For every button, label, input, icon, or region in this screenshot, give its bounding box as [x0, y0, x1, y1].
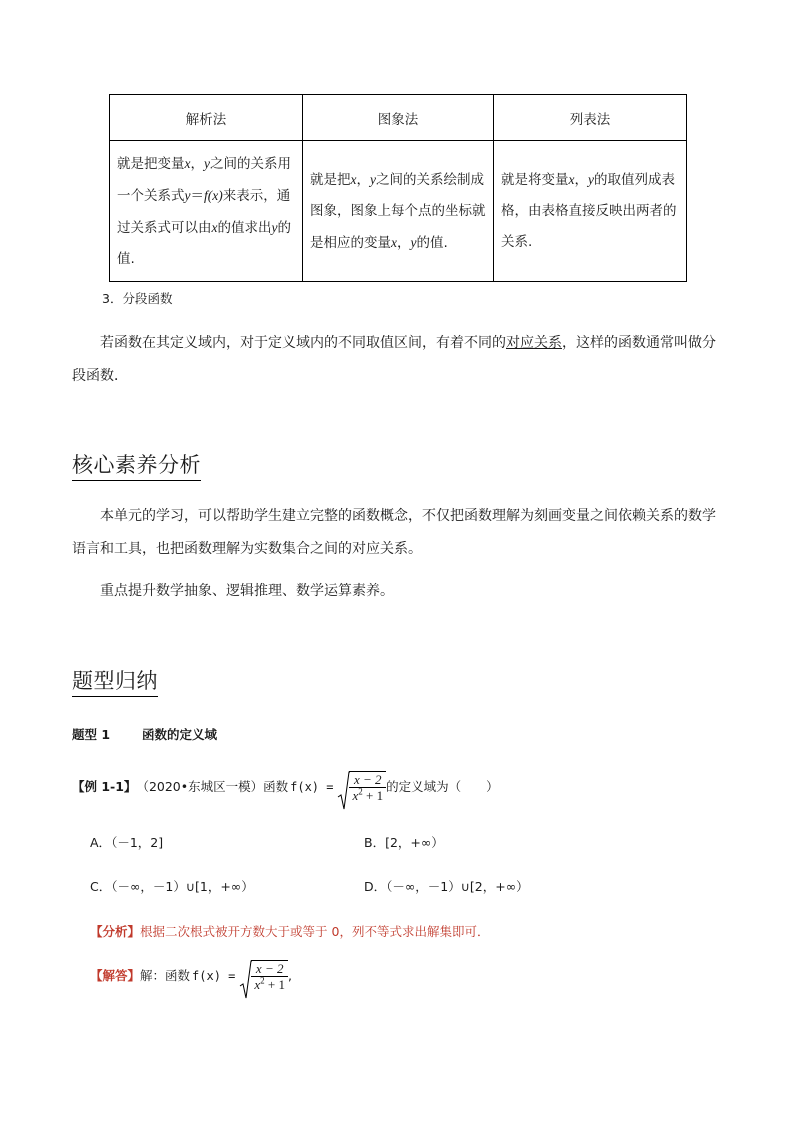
header-analytic: 解析法	[110, 95, 303, 141]
var-y: y	[271, 219, 278, 235]
den-exponent: 2	[358, 786, 363, 797]
text: 就是把	[310, 171, 351, 188]
formula-f: f	[204, 187, 208, 203]
representation-methods-table	[109, 94, 687, 282]
header-list: 列表法	[494, 95, 687, 141]
option-a	[90, 833, 163, 853]
text: 就是将变量	[501, 172, 569, 188]
formula-y: y	[184, 187, 191, 203]
answer-text: 解：函数	[140, 968, 191, 983]
heading-core-literacy: 核心素养分析	[72, 451, 201, 481]
analysis-text: 根据二次根式被开方数大于或等于 0，列不等式求出解集即可．	[140, 924, 490, 939]
var-y: y	[370, 171, 376, 187]
option-text: （－∞，－1）∪[1，+∞）	[111, 879, 254, 894]
option-text: [2，+∞）	[385, 835, 444, 850]
answer	[90, 960, 292, 992]
analysis-tag: 【分析】	[90, 924, 141, 939]
var-x: x	[391, 234, 397, 250]
text: 的取值列成表格，由表格直接反映出两者的关系.	[501, 172, 677, 250]
option-key: A．	[90, 835, 112, 850]
radicand	[349, 771, 386, 803]
text: 若函数在其定义域内，对于定义域内的不同取值区间，有着不同的	[100, 335, 506, 351]
text: ，	[190, 155, 204, 172]
den-exponent: 2	[260, 975, 265, 986]
section3-paragraph-line2: 段函数．	[72, 368, 128, 384]
core-paragraph-line2: 语言和工具，也把函数理解为实数集合之间的对应关系。	[72, 541, 422, 557]
den-rest: + 1	[362, 788, 384, 803]
type1-title: 函数的定义域	[142, 727, 218, 742]
option-key: C．	[90, 879, 112, 894]
example-tag: 【例 1-1】	[72, 779, 137, 794]
denominator	[349, 787, 386, 803]
den-base: x	[352, 788, 359, 803]
den-rest: + 1	[264, 977, 286, 992]
var-y: y	[410, 234, 417, 250]
type1-label: 题型 1	[72, 727, 111, 742]
option-b	[364, 833, 444, 853]
var-x: x	[211, 219, 218, 235]
option-text: （－1，2]	[111, 835, 164, 850]
var-x: x	[184, 155, 191, 171]
option-key: B．	[364, 835, 386, 850]
text: 就是把变量	[117, 155, 185, 172]
analysis	[90, 922, 489, 942]
answer-fx: f(x) =	[192, 969, 236, 983]
text: 之间的关系绘制成图象，图象上每个点的坐标就是相应的变量	[310, 171, 486, 251]
var-y: y	[204, 155, 210, 171]
den-base: x	[254, 977, 261, 992]
example-fx: f(x) =	[290, 780, 334, 794]
header-graph: 图象法	[303, 95, 494, 141]
cell-analytic	[110, 141, 303, 282]
example-source: （2020•东城区一模）函数	[136, 779, 289, 794]
core-paragraph-line1: 本单元的学习，可以帮助学生建立完整的函数概念，不仅把函数理解为刻画变量之间依赖关系的数学	[100, 508, 716, 524]
text: 的值求出	[217, 219, 272, 236]
section3-title: 3．分段函数	[102, 291, 173, 306]
text: 的值.	[416, 234, 448, 251]
text: 来表示，通过关系式可以由	[117, 187, 291, 236]
fraction	[349, 772, 386, 803]
answer-tag: 【解答】	[90, 968, 141, 983]
sqrt-icon	[337, 771, 350, 811]
option-d	[364, 877, 529, 897]
var-x: x	[350, 171, 357, 187]
cell-graph	[303, 141, 494, 282]
option-text: （－∞，－1）∪[2，+∞）	[386, 879, 529, 894]
sqrt-formula	[337, 771, 386, 803]
text: ，	[574, 172, 588, 188]
formula-x: (x)	[207, 187, 223, 203]
fraction	[251, 961, 288, 992]
radicand	[251, 960, 288, 992]
text: 的值.	[117, 219, 291, 267]
denominator	[251, 976, 288, 992]
text: ，	[397, 234, 411, 251]
numerator: x − 2	[354, 772, 382, 787]
var-y: y	[588, 172, 594, 187]
text: ，	[356, 171, 370, 188]
example-1-1	[72, 771, 499, 803]
text: 之间的关系用一个关系式	[117, 155, 291, 204]
sqrt-formula	[239, 960, 288, 992]
heading-question-types: 题型归纳	[72, 667, 158, 697]
formula-eq: ＝	[190, 187, 204, 204]
table-body-row	[110, 141, 687, 282]
option-c	[90, 877, 254, 897]
option-key: D．	[364, 879, 387, 894]
answer-tail: ,	[288, 968, 292, 983]
example-tail: 的定义域为（ ）	[386, 779, 499, 794]
numerator: x − 2	[255, 961, 284, 976]
cell-list	[494, 141, 687, 282]
sqrt-icon	[239, 960, 252, 1000]
table-header-row	[110, 95, 687, 141]
underlined-term: 对应关系	[506, 335, 562, 351]
text: ，这样的函数通常叫做分	[562, 335, 716, 351]
section3-paragraph-line1	[100, 333, 740, 353]
core-paragraph-line3: 重点提升数学抽象、逻辑推理、数学运算素养。	[100, 583, 394, 599]
var-x: x	[568, 172, 575, 187]
